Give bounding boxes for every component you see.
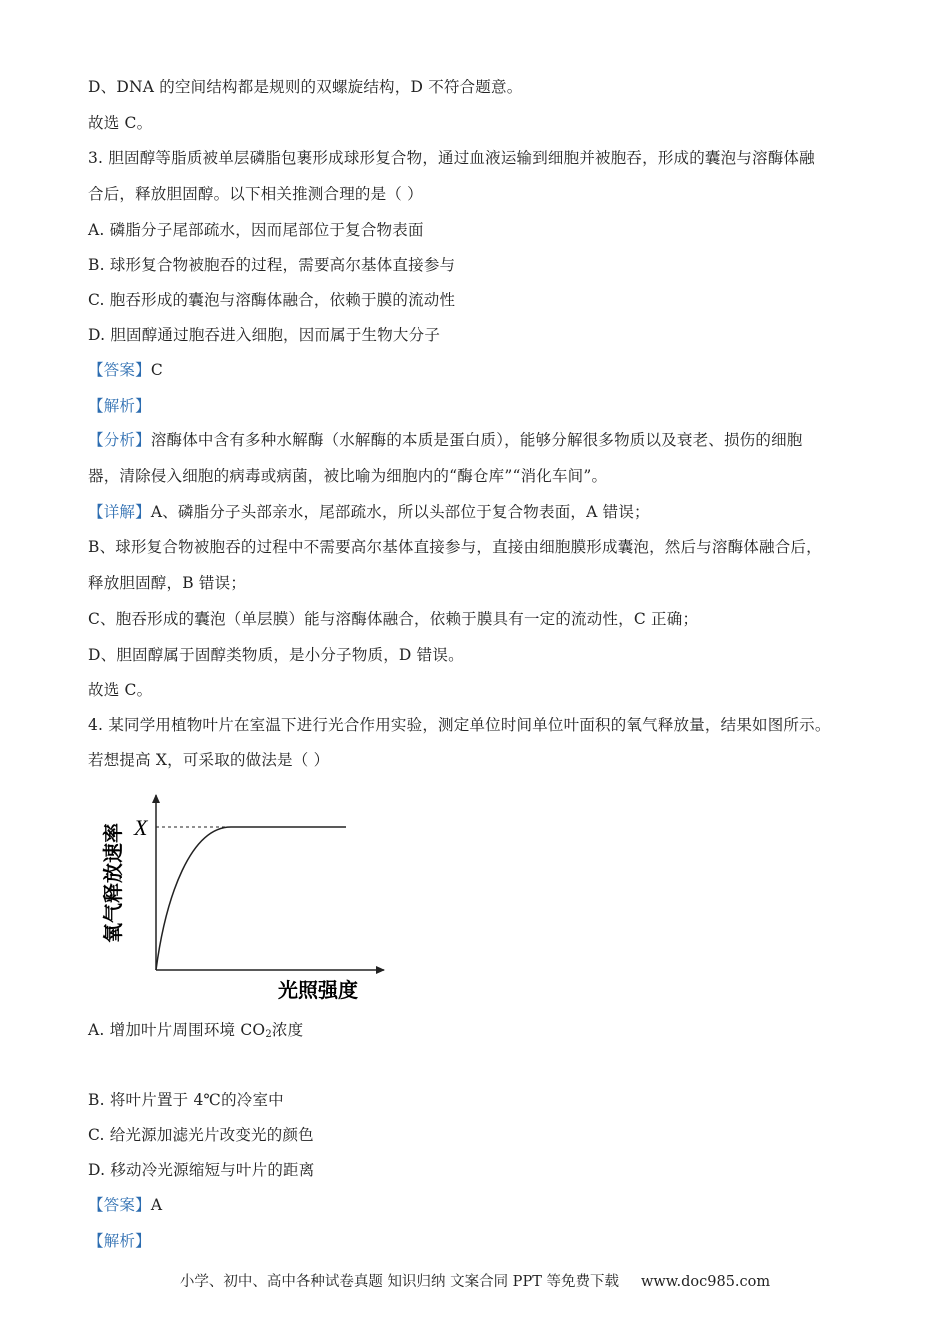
text-line	[88, 220, 424, 240]
plateau-label: X	[134, 815, 148, 840]
text-line	[88, 184, 423, 204]
q3-analysis-tag: 【解析】	[88, 397, 151, 415]
answer-value: A	[150, 1196, 163, 1214]
text-line	[88, 680, 152, 700]
line-text: C. 给光源加滤光片改变光的颜色	[88, 1126, 314, 1144]
line-text: 合后，释放胆固醇。以下相关推测合理的是（ ）	[88, 185, 423, 203]
line-text: B. 将叶片置于 4℃的冷室中	[88, 1091, 284, 1109]
line-text: B. 球形复合物被胞吞的过程，需要高尔基体直接参与	[88, 256, 456, 274]
text-line	[88, 1160, 314, 1180]
line-text: 故选 C。	[88, 114, 153, 132]
text-line	[88, 715, 831, 735]
section-tag: 【分析】	[88, 431, 151, 449]
footer-url[interactable]: www.doc985.com	[640, 1274, 771, 1290]
line-text: D、DNA 的空间结构都是规则的双螺旋结构，D 不符合题意。	[88, 78, 523, 96]
line-text: D、胆固醇属于固醇类物质，是小分子物质，D 错误。	[88, 646, 464, 664]
q4-analysis-tag: 【解析】	[88, 1232, 151, 1250]
line-text: 3. 胆固醇等脂质被单层磷脂包裹形成球形复合物，通过血液运输到细胞并被胞吞，形成的囊泡与溶酶体融	[88, 149, 815, 167]
text-line	[88, 573, 246, 593]
text-line	[88, 430, 802, 450]
q4-answer-line	[88, 1195, 162, 1215]
text-line	[88, 1090, 284, 1110]
line-text: C. 胞吞形成的囊泡与溶酶体融合，依赖于膜的流动性	[88, 291, 456, 309]
answer-tag: 【答案】	[88, 361, 151, 379]
line-text: A. 磷脂分子尾部疏水，因而尾部位于复合物表面	[88, 221, 424, 239]
text-line	[88, 290, 455, 310]
text-line	[88, 750, 329, 770]
line-text: 故选 C。	[88, 681, 153, 699]
answer-tag: 【答案】	[88, 1196, 151, 1214]
line-text: 4. 某同学用植物叶片在室温下进行光合作用实验，测定单位时间单位叶面积的氧气释放量，结果如图所示。	[88, 716, 831, 734]
x-axis-label: 光照强度	[278, 978, 358, 1002]
line-text: C、胞吞形成的囊泡（单层膜）能与溶酶体融合，依赖于膜具有一定的流动性，C 正确；	[88, 610, 699, 628]
light-oxygen-curve-figure	[96, 785, 406, 1005]
text-line	[88, 466, 607, 486]
y-axis-label: 氧气释放速率	[101, 823, 125, 943]
text-line	[88, 1125, 314, 1145]
text-line	[88, 537, 822, 557]
text-line	[88, 502, 650, 522]
line-text: B、球形复合物被胞吞的过程中不需要高尔基体直接参与，直接由细胞膜形成囊泡，然后与溶酶体融合后，	[88, 538, 822, 556]
text-line	[88, 77, 522, 97]
footer-text: 小学、初中、高中各种试卷真题 知识归纳 文案合同 PPT 等免费下载	[179, 1274, 619, 1290]
line-text: A、磷脂分子头部亲水，尾部疏水，所以头部位于复合物表面，A 错误；	[150, 503, 650, 521]
text-line	[88, 325, 440, 345]
line-text: 器，清除侵入细胞的病毒或病菌，被比喻为细胞内的“酶仓库”“消化车间”。	[88, 467, 608, 485]
line-text: D. 移动冷光源缩短与叶片的距离	[88, 1161, 315, 1179]
text-line	[88, 609, 698, 629]
q3-answer-line	[88, 360, 163, 380]
text-line	[88, 113, 152, 133]
line-text: 若想提高 X，可采取的做法是（ ）	[88, 751, 330, 769]
text-line	[88, 645, 464, 665]
line-text: 溶酶体中含有多种水解酶（水解酶的本质是蛋白质），能够分解很多物质以及衰老、损伤的细胞	[150, 431, 803, 449]
text-line	[88, 148, 815, 168]
curve-line	[156, 827, 346, 970]
line-text: 释放胆固醇，B 错误；	[88, 574, 247, 592]
section-tag: 【详解】	[88, 503, 151, 521]
page-footer	[0, 1270, 950, 1291]
line-text: D. 胆固醇通过胞吞进入细胞，因而属于生物大分子	[88, 326, 441, 344]
text-line	[88, 255, 455, 275]
q4-option-a: A. 增加叶片周围环境 $CO_2$浓度	[88, 1021, 304, 1040]
answer-value: C	[150, 361, 163, 379]
